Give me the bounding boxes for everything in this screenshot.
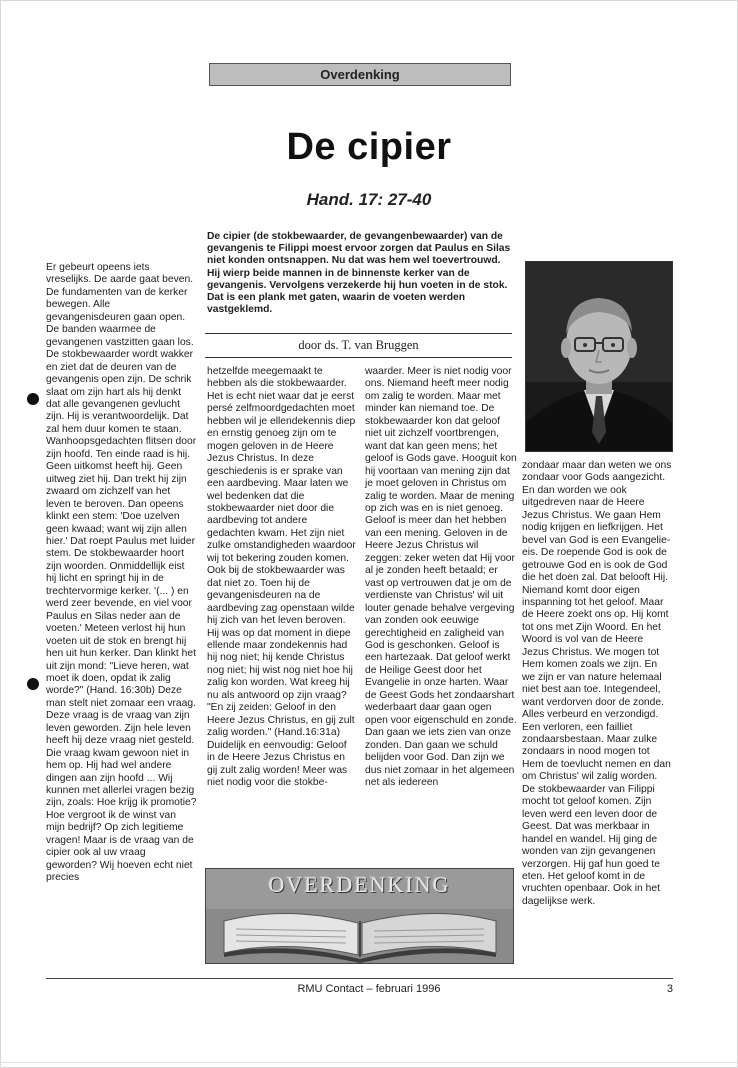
banner-text: OVERDENKING bbox=[268, 872, 451, 897]
author-portrait-icon bbox=[526, 262, 672, 451]
body-column-4 bbox=[522, 460, 672, 908]
overdenking-banner bbox=[205, 868, 514, 964]
footer-publication: RMU Contact – februari 1996 bbox=[297, 983, 441, 995]
article-byline: door ds. T. van Bruggen bbox=[298, 338, 419, 352]
article-title: De cipier bbox=[286, 126, 452, 168]
author-portrait bbox=[525, 261, 673, 452]
bottom-edge-line bbox=[0, 1062, 738, 1063]
column-text: hetzelfde meegemaakt te hebben als die stokbewaarder. Het is echt niet waar dat je eerst persé zelfmoordgedachten moet hebben wil je ellendekennis diep en ernstig genoeg zijn om te mogen geloven in de Heere Jezus Christus. In deze geschiedenis is er sprake van een aardbeving. Maar laten we wel bedenken dat die stokbewaarder niet door die aardbeving tot andere gedachten kwam. Het zijn niet zulke omstandigheden waardoor wij tot bekering zouden komen. Ook bij de stokbewaarder was dat niet zo. Toen hij de gevangenisdeuren na de aardbeving zag openstaan wilde hij zich van het leven beroven. Hij was op dat moment in diepe ellende maar zondekennis had hij nog niet; hij kende Christus nog niet; hij wist nog niet hoe hij zalig kon worden. Wat kreeg hij nu als antwoord op zijn vraag? "En zij zeiden: Geloof in den Heere Jezus Christus, en gij zult zalig worden." (Hand.16:31a) Duidelijk en eenvoudig: Geloof in de Heere Jezus Christus en gij zult zalig worden! Meer was niet nodig voor die stokbe- bbox=[207, 366, 356, 788]
margin-bullet-icon bbox=[27, 678, 39, 690]
article-intro: De cipier (de stokbewaarder, de gevangenbewaarder) van de gevangenis te Filippi moest ervoor zorgen dat Paulus en Silas niet konden ontsnappen. Nu dat was hem wel toevertrouwd. Hij wierp beide mannen in de binnenste kerker van de gevangenis. Vervolgens verzekerde hij hun voeten in de stok. Dat is een plank met gaten, waarin de voeten werden vastgeklemd. bbox=[207, 231, 511, 316]
body-column-3 bbox=[365, 366, 517, 789]
section-header: Overdenking bbox=[209, 63, 511, 86]
footer-rule bbox=[46, 978, 673, 979]
column-text: Er gebeurt opeens iets vreselijks. De aarde gaat beven. De fundamenten van de kerker bewegen. Alle gevangenisdeuren gaan open. De banden waarmee de gevangenen vastzitten gaan los. De stokbewaarder wordt wakker en ziet dat de deuren van de gevangenis open zijn. De schrik slaat om zijn hart als hij denkt dat alle gevangenen gevlucht zijn. Hij is verantwoordelijk. Dat zal hem duur komen te staan. Wanhoopsgedachten flitsen door zijn hoofd. Ten einde raad is hij. Geen uitkomst heeft hij. Geen uitweg ziet hij. Dan trekt hij zijn zwaard om zichzelf van het leven te beroven. Dan opeens klinkt een stem: 'Doe uzelven geen kwaad; want wij zijn allen hier.' Dat roept Paulus met luider stem. De stokbewaarder hoort zijn woorden. Onmiddellijk eist hij licht en springt hij in de trechtervormige kerker. '(... ) en werd zeer bevende, en viel voor Paulus en Silas neder aan de voeten.' Meteen verlost hij hun voeten uit de stok en brengt hij hen uit hun kerker. Dan klinkt het uit zijn mond: "Lieve heren, wat moet ik doen, opdat ik zalig worde?" (Hand. 16:30b) Deze man stelt niet zomaar een vraag. Deze vraag is de vraag van zijn leven geworden. Zijn hele leven heeft hij deze vraag niet gesteld. Die vraag kwam gewoon niet in hem op. Hij had wel andere dingen aan zijn hoofd ... Wij kunnen met allerlei vragen bezig zijn, zoals: Hoe krijg ik promotie? Hoe vergroot ik de winst van mijn bedrijf? Op zich legitieme vragen! Maar is de vraag van de cipier ook al uw vraag geworden? Wij hoeven echt niet precies bbox=[46, 262, 197, 884]
byline-rule-bottom bbox=[205, 357, 512, 358]
page-number: 3 bbox=[666, 983, 673, 995]
column-text: waarder. Meer is niet nodig voor ons. Niemand heeft meer nodig om zalig te worden. Maar met minder kan niemand toe. De stokbewaarder kon dat geloof niet uit zichzelf voortbrengen, want dat kan geen mens; het geloof is Gods gave. Hooguit kon hij voortaan van mening zijn dat je moet geloven in Christus om zalig te worden. Maar de mening op zich was en is niet genoeg. Geloof is meer dan het hebben van een mening. Geloven in de Heere Jezus Christus wil zeggen: zeker weten dat Hij voor al je zonden heeft betaald; er vast op vertrouwen dat je om de verdienste van Christus' wil uit louter genade behalve vergeving van zonden ook eeuwige gerechtigheid en zaligheid van God is geschonken. Geloof is een hartezaak. Dat geloof werkt de Heilige Geest door het Evangelie in onze harten. Waar de Geest Gods het zondaarshart wederbaart daar gaan ogen open voor eigenschuld en zonde. Dan gaan we iets zien van onze zonden. Dan gaan we schuld belijden voor God. Dan zijn we dus niet zomaar in het algemeen net als iedereen bbox=[365, 366, 517, 788]
body-column-1 bbox=[46, 262, 197, 885]
body-column-2 bbox=[207, 366, 357, 789]
margin-bullet-icon bbox=[27, 393, 39, 405]
byline-rule-top bbox=[205, 333, 512, 334]
column-text: zondaar maar dan weten we ons zondaar voor Gods aangezicht. En dan worden we ook uitgedreven naar de Heere Jezus Christus. We gaan Hem nodig krijgen en liefkrijgen. Het bevel van God is een Evangelie-eis. De roepende God is ook de getrouwe God en is ook de God die het doen zal. Dat belooft Hij. Niemand komt door eigen inspanning tot het geloof. Maar de Heere zoekt ons op. Hij komt tot ons met Zijn Woord. En het Woord is vol van de Heere Jezus Christus. We mogen tot Hem komen zoals we zijn. En we zijn er van nature helemaal niet best aan toe. Integendeel, want verdorven door de zonde. Alles verbeurd en verzondigd. Een verloren, een failliet zondaarsbestaan. Maar zulke zondaars in nood mogen tot Hem de toevlucht nemen en dan om Christus' wil zalig worden. De stokbewaarder van Filippi mocht tot geloof komen. Zijn leven werd een leven door de Geest. Dat was merkbaar in handel en wandel. Hij ging de wonden van zijn gevangenen verzorgen. Hij gaf hun goed te eten. Het geloof komt in de vruchten openbaar. Ook in het dagelijkse werk. bbox=[522, 460, 672, 907]
article-subtitle: Hand. 17: 27-40 bbox=[306, 190, 432, 209]
